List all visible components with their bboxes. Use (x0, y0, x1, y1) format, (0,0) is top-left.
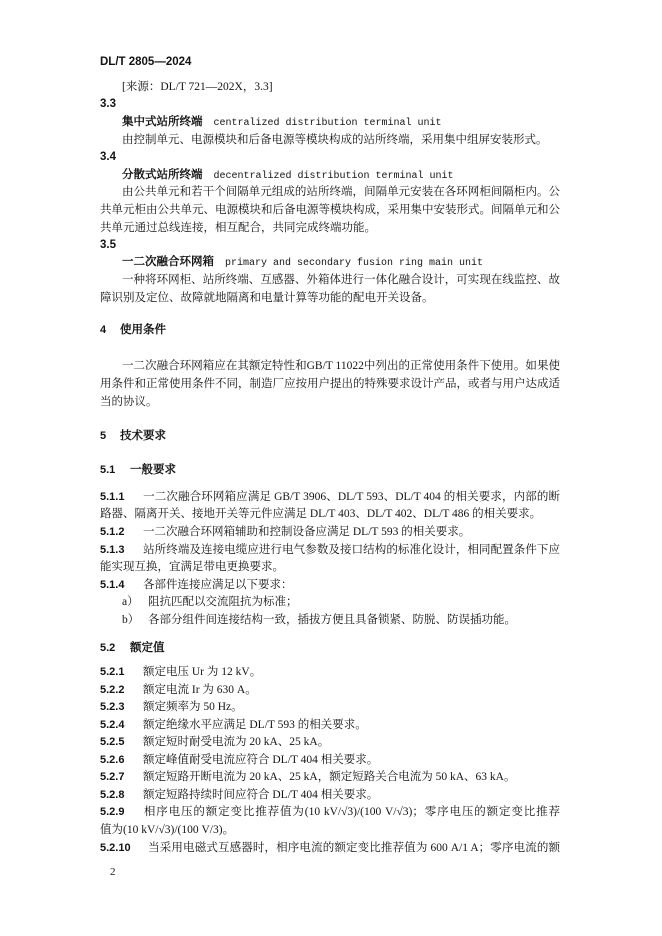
clause-number: 5.1.4 (100, 579, 125, 591)
clause-number: 5.1.1 (100, 491, 125, 503)
term-definition-line: 由控制单元、电源模块和后备电源等模块构成的站所终端，采用集中组屏安装形式。 (122, 134, 548, 146)
term-number: 3.4 (100, 151, 116, 163)
term-title (122, 114, 442, 130)
clause-number: 5.2.3 (100, 701, 125, 713)
body-text-line: 用条件和正常使用条件不同，制造厂应按用户提出的特殊要求设计产品，或者与用户达成适 (100, 378, 560, 390)
clause-text-line: 能实现互换，宜满足带电更换要求。 (100, 561, 284, 573)
clause-text-line: 路器、隔离开关、接地开关等元件应满足 DL/T 403、DL/T 402、DL/T 486 的相关要求。 (100, 508, 542, 520)
clause (100, 734, 329, 750)
subsection-heading (100, 640, 165, 656)
section-title: 技术要求 (120, 430, 166, 442)
clause (100, 489, 560, 505)
term-title-zh: 一二次融合环网箱 (122, 256, 214, 268)
doc-code-header: DL/T 2805—2024 (100, 56, 192, 68)
term-title-en: primary and secondary fusion ring main unit (225, 258, 484, 269)
section-title: 使用条件 (120, 324, 166, 336)
section-heading (100, 322, 166, 338)
term-definition-line: 一种将环网柜、站所终端、互感器、外箱体进行一体化融合设计，可实现在线监控、故 (122, 274, 560, 286)
clause-text-line: 额定电压 Ur 为 12 kV。 (143, 666, 262, 678)
clause-text-line: 值为(10 kV/√3)/(100 V/3)。 (100, 824, 235, 836)
clause (100, 664, 261, 680)
term-definition-line: 由公共单元和若干个间隔单元组成的站所终端，间隔单元安装在各环网柜间隔柜内。公 (122, 186, 560, 198)
clause (100, 699, 243, 715)
clause-number: 5.2.5 (100, 736, 125, 748)
clause-number: 5.2.10 (100, 842, 131, 854)
section-number: 4 (100, 324, 107, 336)
subsection-number: 5.2 (100, 642, 116, 654)
subsection-title: 额定值 (130, 642, 165, 654)
term-title-en: decentralized distribution terminal unit (213, 171, 454, 182)
clause-text-line: 额定电流 Ir 为 630 A。 (143, 684, 257, 696)
clause-text-line: 一二次融合环网箱辅助和控制设备应满足 DL/T 593 的相关要求。 (143, 526, 471, 538)
clause-number: 5.2.7 (100, 771, 125, 783)
clause-number: 5.2.4 (100, 719, 125, 731)
term-number: 3.3 (100, 98, 116, 110)
clause-text-line: 额定绝缘水平应满足 DL/T 593 的相关要求。 (143, 719, 367, 731)
clause-text-line: 额定短时耐受电流为 20 kA、25 kA。 (143, 736, 330, 748)
clause-text-line: 各部件连接应满足以下要求： (143, 579, 293, 591)
clause (100, 769, 515, 785)
section-number: 5 (100, 430, 107, 442)
page-number: 2 (110, 866, 116, 878)
term-title (122, 254, 483, 270)
list-item (122, 594, 298, 610)
term-title-zh: 集中式站所终端 (122, 116, 203, 128)
clause (100, 787, 378, 803)
clause (100, 752, 378, 768)
list-item-text: 各部分组件间连接结构一致，插拔方便且具备锁紧、防脱、防误插功能。 (148, 614, 516, 626)
clause-text-line: 额定短路持续时间应符合 DL/T 404 相关要求。 (143, 789, 379, 801)
term-number: 3.5 (100, 239, 116, 251)
clause-number: 5.2.8 (100, 789, 125, 801)
term-title-en: centralized distribution terminal unit (213, 118, 442, 129)
clause (100, 682, 257, 698)
clause-number: 5.1.2 (100, 526, 125, 538)
term-title (122, 167, 454, 183)
list-marker: a） (122, 596, 139, 608)
term-definition-line: 共单元柜由公共单元、电源模块和后备电源等模块构成，采用集中安装形式。间隔单元和公 (100, 204, 560, 216)
list-marker: b） (122, 614, 140, 626)
clause-number: 5.1.3 (100, 544, 125, 556)
clause-text-line: 额定频率为 50 Hz。 (143, 701, 243, 713)
subsection-heading (100, 462, 176, 478)
term-definition-line: 共单元通过总线连接，相互配合，共同完成终端功能。 (100, 222, 376, 234)
clause-number: 5.2.6 (100, 754, 125, 766)
clause-number: 5.2.1 (100, 666, 125, 678)
clause-number: 5.2.2 (100, 684, 125, 696)
list-item-text: 阻抗匹配以交流阻抗为标准； (148, 596, 298, 608)
body-text-line: 一二次融合环网箱应在其额定特性和GB/T 11022中列出的正常使用条件下使用。如果使 (122, 360, 560, 372)
clause-text-line: 额定峰值耐受电流应符合 DL/T 404 相关要求。 (143, 754, 379, 766)
clause-text-line: 当采用电磁式互感器时，相序电流的额定变比推荐值为 600 A/1 A；零序电流的额 (148, 842, 560, 854)
clause-text-line: 相序电压的额定变比推荐值为(10 kV/√3)/(100 V/√3)；零序电压的额定变比推荐 (143, 806, 560, 818)
subsection-title: 一般要求 (130, 464, 176, 476)
clause (100, 577, 293, 593)
clause (100, 840, 560, 856)
list-item (122, 612, 516, 628)
clause-text-line: 一二次融合环网箱应满足 GB/T 3906、DL/T 593、DL/T 404 的相关要求，内部的断 (143, 491, 560, 503)
body-text-line: 当的协议。 (100, 396, 158, 408)
source-note: [来源：DL/T 721—202X，3.3] (122, 81, 273, 93)
clause-text-line: 站所终端及连接电缆应进行电气参数及接口结构的标准化设计，相同配置条件下应 (143, 544, 560, 556)
section-heading (100, 428, 166, 444)
clause (100, 804, 560, 820)
clause (100, 717, 367, 733)
clause (100, 524, 470, 540)
term-definition-line: 障识别及定位、故障就地隔离和电量计算等功能的配电开关设备。 (100, 292, 434, 304)
term-title-zh: 分散式站所终端 (122, 169, 203, 181)
clause (100, 542, 560, 558)
clause-text-line: 额定短路开断电流为 20 kA、25 kA，额定短路关合电流为 50 kA、63 kA。 (143, 771, 516, 783)
clause-number: 5.2.9 (100, 806, 125, 818)
subsection-number: 5.1 (100, 464, 116, 476)
